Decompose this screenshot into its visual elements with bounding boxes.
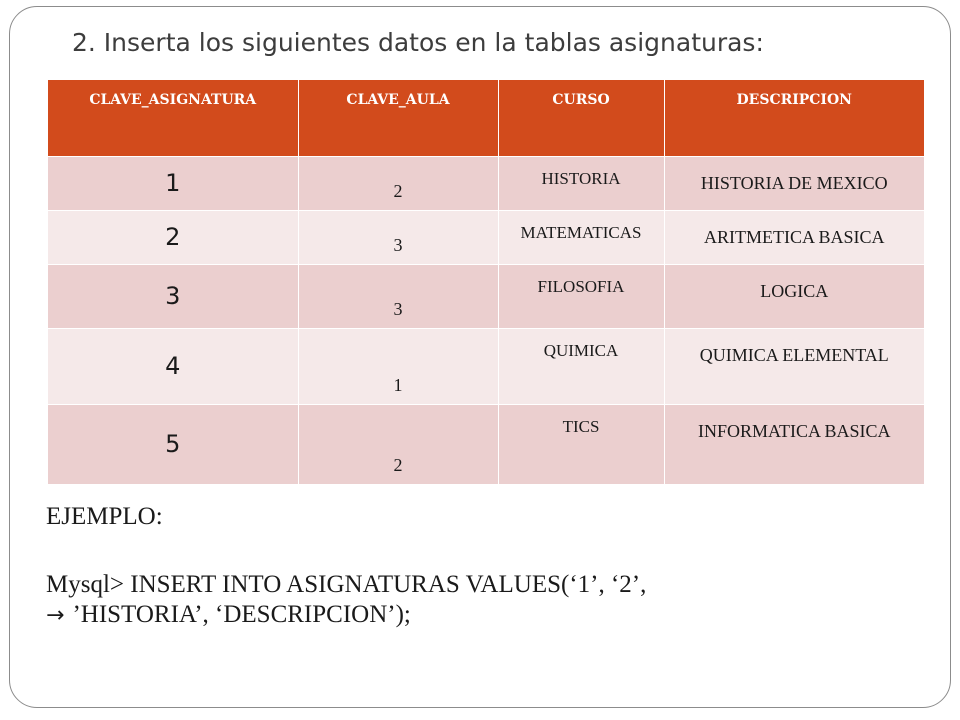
table-row — [48, 328, 924, 404]
header-clave-asignatura: CLAVE_ASIGNATURA — [48, 80, 298, 156]
slide-title: 2. Inserta los siguientes datos en la tablas asignaturas: — [72, 28, 764, 57]
sql-line-2-text: ’HISTORIA’, ‘DESCRIPCION’); — [72, 601, 411, 628]
cell-clave-aula: 2 — [298, 404, 498, 484]
arrow-right-icon: → — [46, 603, 65, 628]
table-row — [48, 156, 924, 210]
cell-descripcion: ARITMETICA BASICA — [664, 210, 924, 264]
cell-descripcion: LOGICA — [664, 264, 924, 328]
example-block — [46, 503, 926, 631]
table-header-row — [48, 80, 924, 156]
cell-clave-aula: 3 — [298, 210, 498, 264]
table-row — [48, 210, 924, 264]
cell-descripcion: QUIMICA ELEMENTAL — [664, 328, 924, 404]
example-heading: EJEMPLO: — [46, 503, 163, 530]
header-curso: CURSO — [498, 80, 664, 156]
cell-curso: HISTORIA — [498, 156, 664, 210]
sql-line-1: Mysql> INSERT INTO ASIGNATURAS VALUES(‘1’, ‘2’, — [46, 571, 647, 598]
cell-clave-aula: 3 — [298, 264, 498, 328]
cell-descripcion: HISTORIA DE MEXICO — [664, 156, 924, 210]
cell-clave-aula: 2 — [298, 156, 498, 210]
cell-clave-asignatura: 1 — [48, 156, 298, 210]
table-row — [48, 264, 924, 328]
header-descripcion: DESCRIPCION — [664, 80, 924, 156]
cell-clave-aula: 1 — [298, 328, 498, 404]
cell-curso: TICS — [498, 404, 664, 484]
cell-clave-asignatura: 3 — [48, 264, 298, 328]
cell-clave-asignatura: 4 — [48, 328, 298, 404]
cell-clave-asignatura: 2 — [48, 210, 298, 264]
asignaturas-table — [48, 80, 924, 484]
header-clave-aula: CLAVE_AULA — [298, 80, 498, 156]
sql-line-2 — [46, 601, 926, 631]
table-row — [48, 404, 924, 484]
cell-curso: MATEMATICAS — [498, 210, 664, 264]
cell-curso: FILOSOFIA — [498, 264, 664, 328]
cell-descripcion: INFORMATICA BASICA — [664, 404, 924, 484]
cell-clave-asignatura: 5 — [48, 404, 298, 484]
cell-curso: QUIMICA — [498, 328, 664, 404]
